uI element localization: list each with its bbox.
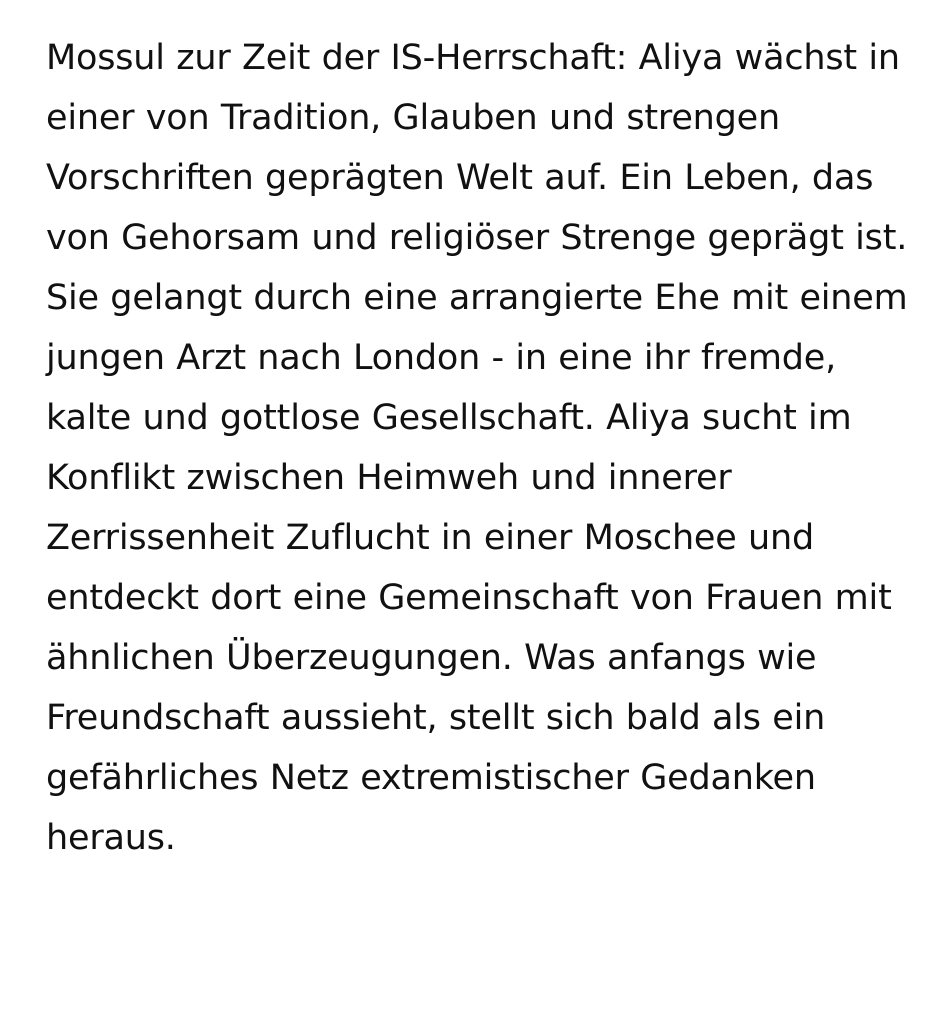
description-paragraph: Mossul zur Zeit der IS-Herrschaft: Aliya wächst in einer von Tradition, Glauben und strengen Vorschriften geprägten Welt auf. Ein Leben, das von Gehorsam und religiöser Strenge geprägt ist. Sie gelangt durch eine arrangierte Ehe mit einem jungen Arzt nach London - in eine ihr fremde, kalte und gottlose Gesellschaft. Aliya sucht im Konflikt zwischen Heimweh und innerer Zerrissenheit Zuflucht in einer Moschee und entdeckt dort eine Gemeinschaft von Frauen mit ähnlichen Überzeugungen. Was anfangs wie Freundschaft aussieht, stellt sich bald als ein gefährliches Netz extremistischer Gedanken heraus. [46,38,908,858]
